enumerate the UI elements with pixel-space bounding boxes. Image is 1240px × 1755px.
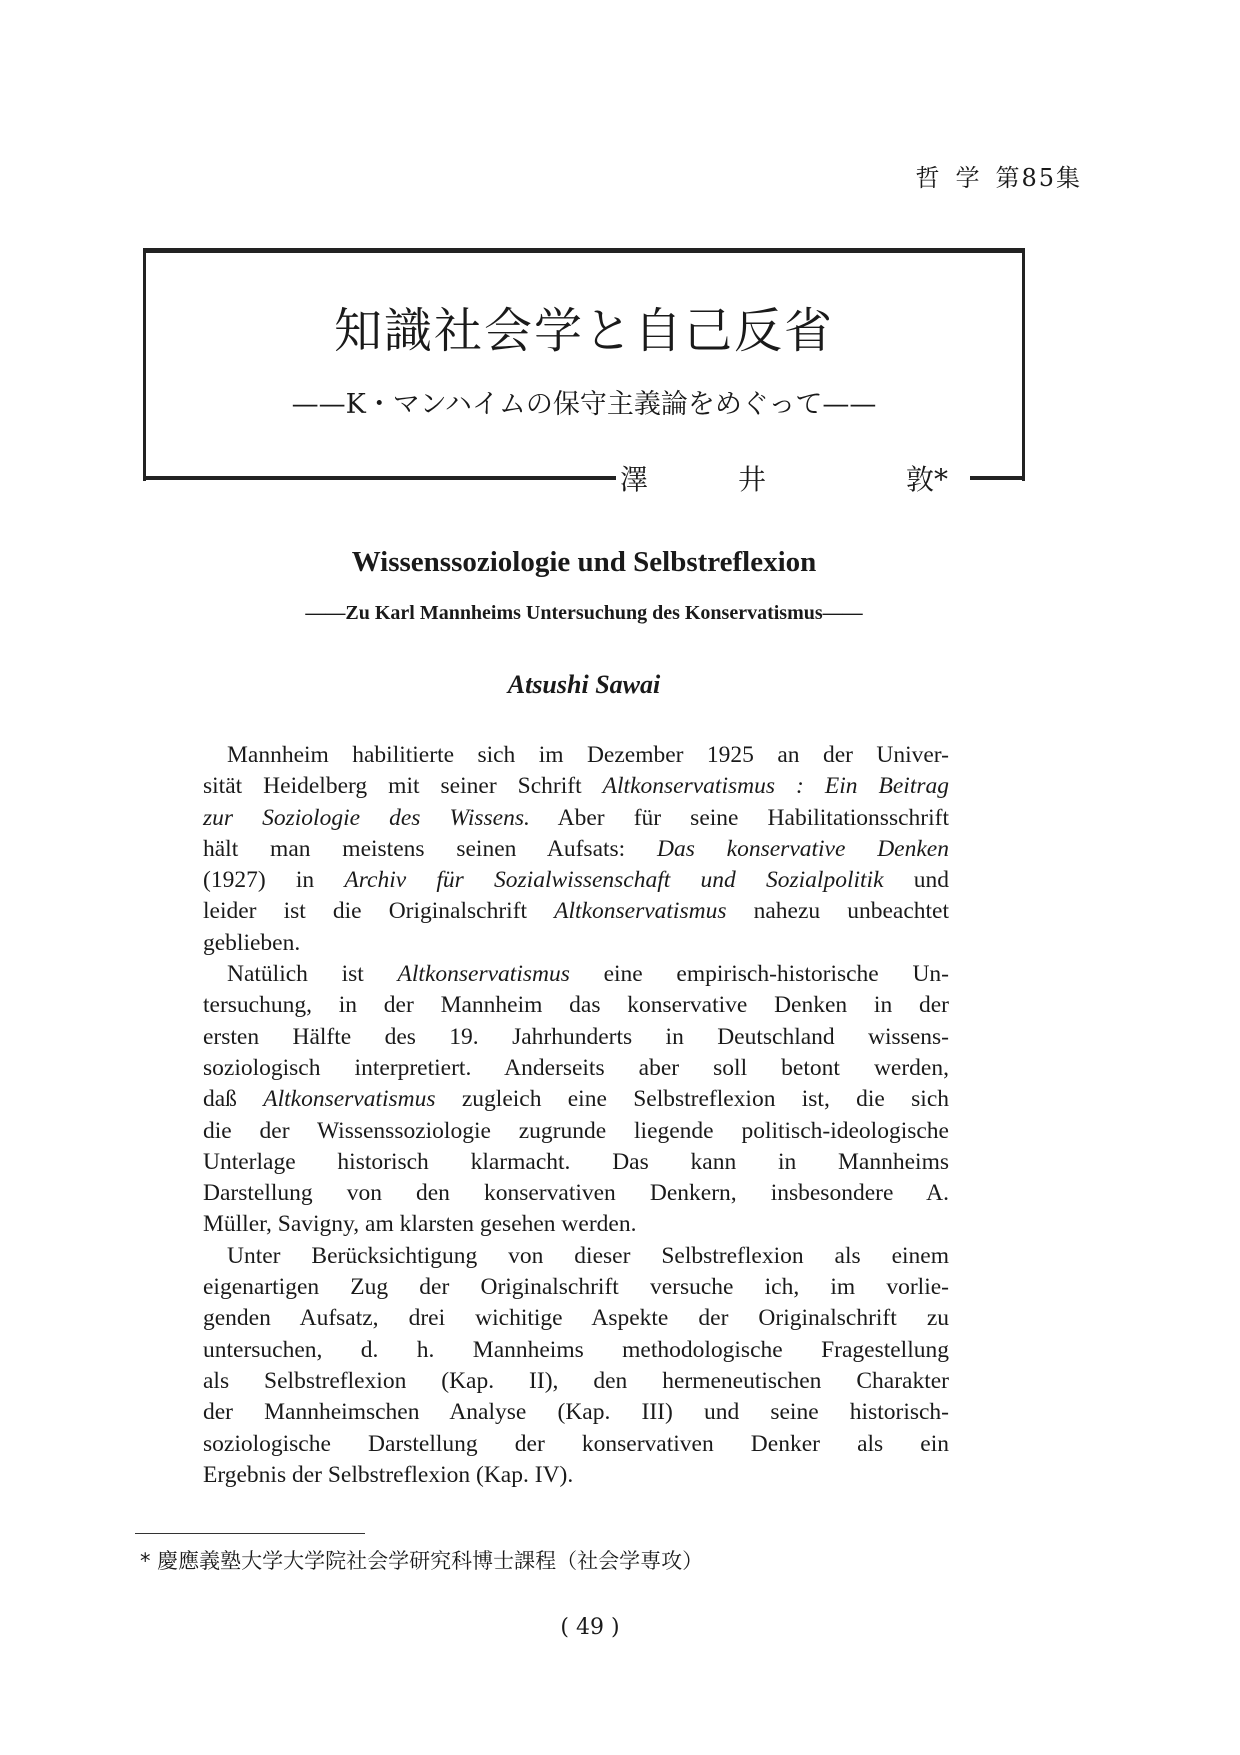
abstract-line <box>203 1022 949 1053</box>
text-segment: soziologisch interpretiert. Anderseits aber soll betont werden, <box>203 1054 949 1081</box>
title-de: Wissenssoziologie und Selbstreflexion <box>351 546 817 578</box>
italic-title-text: Altkonservatismus : Ein Beitrag <box>602 773 950 800</box>
abstract-line <box>203 1209 949 1240</box>
text-segment: genden Aufsatz, drei wichitige Aspekte der Originalschrift zu <box>203 1305 949 1332</box>
abstract-line <box>203 803 949 834</box>
italic-title-text: Archiv für Sozialwissenschaft und Sozialpolitik <box>344 867 884 894</box>
author-surname-1: 澤 <box>620 463 649 496</box>
abstract-line <box>203 896 949 927</box>
text-segment: Unterlage historisch klarmacht. Das kann in Mannheims <box>203 1148 949 1175</box>
volume: 第85集 <box>995 164 1082 192</box>
abstract-line <box>203 990 949 1021</box>
text-segment: der Mannheimschen Analyse (Kap. III) und seine historisch- <box>203 1399 949 1426</box>
abstract-line <box>203 1335 949 1366</box>
text-segment: soziologische Darstellung der konservativen Denker als ein <box>203 1430 949 1457</box>
italic-title-text: zur Soziologie des Wissens. <box>203 804 530 831</box>
text-segment: Mannheim habilitierte sich im Dezember 1925 an der Univer- <box>227 742 949 768</box>
text-segment: untersuchen, d. h. Mannheims methodologische Fragestellung <box>203 1336 949 1363</box>
abstract-line <box>203 1303 949 1334</box>
author-line-ja <box>146 458 1022 496</box>
abstract-line <box>203 1116 949 1147</box>
abstract-line <box>203 771 949 802</box>
text-segment: die der Wissenssoziologie zugrunde liegende politisch-ideologische <box>203 1117 949 1144</box>
text-segment: nahezu unbeachtet <box>726 898 949 925</box>
journal-name-1: 哲 <box>915 164 942 192</box>
text-segment: eigenartigen Zug der Originalschrift versuche ich, im vorlie- <box>203 1274 949 1301</box>
abstract-line <box>203 928 949 959</box>
footnote: * 慶應義塾大学大学院社会学研究科博士課程（社会学専攻） <box>140 1549 704 1573</box>
text-segment: Natülich ist <box>227 961 398 988</box>
author-given: 敦* <box>906 463 949 496</box>
text-segment: daß <box>203 1086 264 1113</box>
text-segment: Unter Berücksichtigung von dieser Selbstreflexion als einem <box>227 1242 949 1269</box>
divider <box>146 476 616 480</box>
abstract-line <box>203 1084 949 1115</box>
divider <box>970 476 1022 480</box>
italic-title-text: Altkonservatismus <box>263 1086 436 1113</box>
abstract-line <box>203 834 949 865</box>
title-ja: 知識社会学と自己反省 <box>333 303 834 359</box>
italic-title-text: Das konservative Denken <box>657 835 949 862</box>
text-segment: ersten Hälfte des 19. Jahrhunderts in Deutschland wissens- <box>203 1023 949 1050</box>
abstract <box>203 740 949 1491</box>
text-segment: Darstellung von den konservativen Denkern, insbesondere A. <box>203 1180 949 1207</box>
abstract-line <box>203 1272 949 1303</box>
text-segment: und <box>883 867 949 894</box>
abstract-line <box>203 1178 949 1209</box>
italic-title-text: Altkonservatismus <box>554 898 727 925</box>
subtitle-ja: ——K・マンハイムの保守主義論をめぐって—— <box>291 389 877 420</box>
text-segment: Ergebnis der Selbstreflexion (Kap. IV). <box>203 1461 574 1488</box>
text-segment: geblieben. <box>203 929 301 956</box>
author-en: Atsushi Sawai <box>507 670 661 699</box>
text-segment: tersuchung, in der Mannheim das konservative Denken in der <box>203 992 949 1019</box>
page-number: ( 49 ) <box>560 1615 620 1640</box>
text-segment: eine empirisch-historische Un- <box>569 961 949 988</box>
abstract-line <box>203 1241 949 1272</box>
abstract-line <box>203 1397 949 1428</box>
italic-title-text: Altkonservatismus <box>397 961 570 988</box>
text-segment: (1927) in <box>203 867 345 894</box>
abstract-line <box>203 1147 949 1178</box>
subtitle-de: ——Zu Karl Mannheims Untersuchung des Konservatismus—— <box>305 602 863 624</box>
abstract-line <box>203 740 949 771</box>
text-segment: als Selbstreflexion (Kap. II), den hermeneutischen Charakter <box>203 1367 949 1394</box>
text-segment: zugleich eine Selbstreflexion ist, die sich <box>435 1086 949 1113</box>
abstract-line <box>203 1460 949 1491</box>
text-segment: Aber für seine Habilitationsschrift <box>529 804 949 831</box>
abstract-line <box>203 1366 949 1397</box>
text-segment: sität Heidelberg mit seiner Schrift <box>203 773 603 800</box>
text-segment: leider ist die Originalschrift <box>203 898 555 925</box>
journal-header <box>915 158 1082 193</box>
author-ja <box>620 458 948 498</box>
abstract-line <box>203 865 949 896</box>
abstract-line <box>203 1429 949 1460</box>
author-surname-2: 井 <box>738 463 767 496</box>
abstract-line <box>203 959 949 990</box>
text-segment: hält man meistens seinen Aufsats: <box>203 835 657 862</box>
journal-name-2: 学 <box>955 164 982 192</box>
footnote-divider <box>135 1533 365 1534</box>
text-segment: Müller, Savigny, am klarsten gesehen werden. <box>203 1211 637 1238</box>
title-frame <box>143 248 1025 481</box>
abstract-line <box>203 1053 949 1084</box>
